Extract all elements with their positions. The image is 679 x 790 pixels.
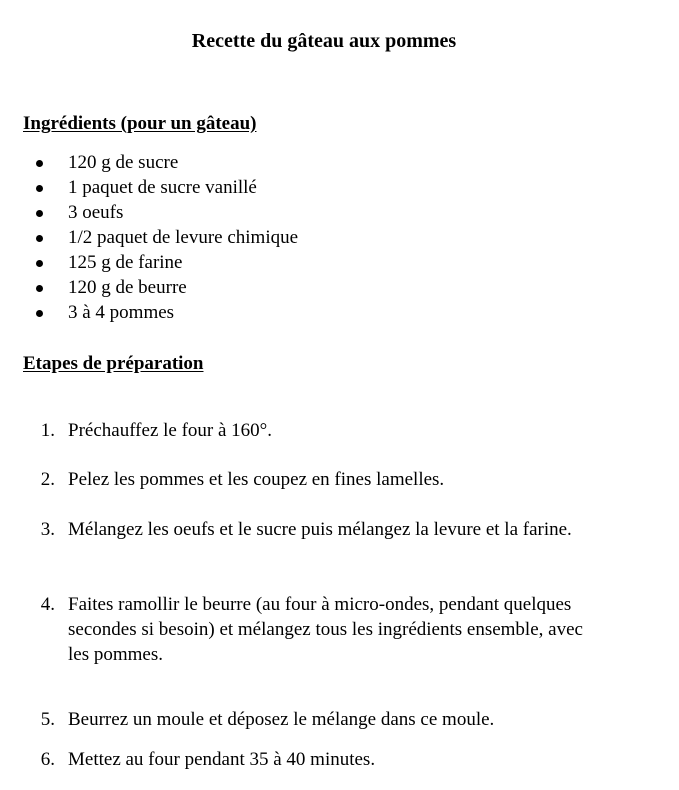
list-item bbox=[0, 250, 298, 275]
bullet-icon bbox=[36, 235, 43, 242]
list-item bbox=[0, 175, 298, 200]
step-number: 6. bbox=[40, 749, 55, 770]
step-text: Pelez les pommes et les coupez en fines lamelles. bbox=[68, 469, 445, 490]
step-text: Mélangez les oeufs et le sucre puis mélangez la levure et la farine. bbox=[68, 519, 572, 540]
bullet-icon bbox=[36, 160, 43, 167]
steps-heading: Etapes de préparation bbox=[23, 353, 204, 374]
ingredient-text: 120 g de sucre bbox=[68, 152, 179, 173]
ingredient-text: 3 à 4 pommes bbox=[68, 302, 175, 323]
step-number: 2. bbox=[40, 469, 55, 490]
step-number: 5. bbox=[40, 709, 55, 730]
list-item bbox=[0, 275, 298, 300]
ingredients-list bbox=[0, 150, 298, 325]
step-text: Mettez au four pendant 35 à 40 minutes. bbox=[68, 749, 376, 770]
step-text: Préchauffez le four à 160°. bbox=[68, 420, 273, 441]
ingredient-text: 120 g de beurre bbox=[68, 277, 187, 298]
ingredient-text: 1 paquet de sucre vanillé bbox=[68, 177, 257, 198]
ingredient-text: 125 g de farine bbox=[68, 252, 183, 273]
bullet-icon bbox=[36, 285, 43, 292]
list-item bbox=[0, 225, 298, 250]
list-item bbox=[0, 300, 298, 325]
list-item bbox=[0, 200, 298, 225]
step-number: 1. bbox=[40, 420, 55, 441]
bullet-icon bbox=[36, 310, 43, 317]
page-title: Recette du gâteau aux pommes bbox=[191, 30, 457, 52]
bullet-icon bbox=[36, 185, 43, 192]
list-item bbox=[0, 150, 298, 175]
step-text: Faites ramollir le beurre (au four à micro-ondes, pendant quelques secondes si besoin) et mélangez tous les ingrédients ensemble, avec les pommes. bbox=[68, 594, 583, 665]
ingredients-heading: Ingrédients (pour un gâteau) bbox=[23, 113, 257, 134]
bullet-icon bbox=[36, 260, 43, 267]
step-number: 3. bbox=[40, 519, 55, 540]
step-text: Beurrez un moule et déposez le mélange dans ce moule. bbox=[68, 709, 495, 730]
ingredient-text: 3 oeufs bbox=[68, 202, 124, 223]
ingredient-text: 1/2 paquet de levure chimique bbox=[68, 227, 299, 248]
bullet-icon bbox=[36, 210, 43, 217]
step-number: 4. bbox=[40, 594, 55, 615]
